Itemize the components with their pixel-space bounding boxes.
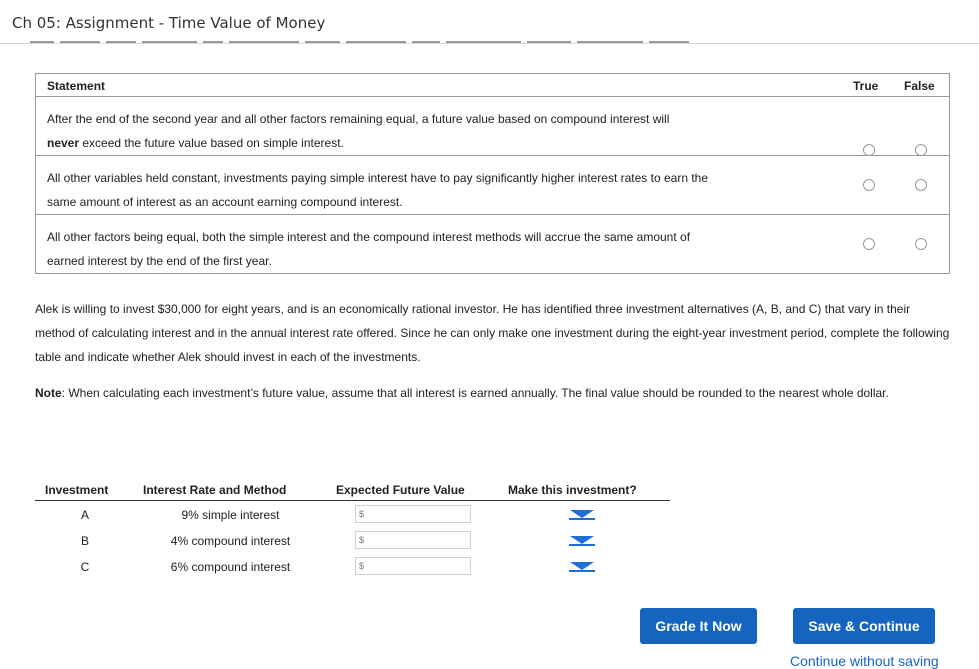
future-value-field[interactable]: [355, 505, 471, 523]
interest-rate: 9% simple interest: [181, 508, 280, 522]
tf-row-2: [36, 156, 949, 215]
future-value-input[interactable]: [368, 506, 466, 521]
statement-text: After the end of the second year and all other factors remaining equal, a future value based on compound interest will never exceed the future value based on simple interest.: [47, 112, 670, 150]
table-row: [35, 527, 670, 553]
dropdown-arrow-icon: [570, 510, 594, 518]
investment-table: [35, 478, 670, 579]
make-investment-dropdown[interactable]: [568, 533, 596, 549]
dollar-sign: $: [359, 561, 365, 571]
true-false-table: [35, 73, 950, 274]
note-paragraph: [35, 381, 950, 405]
problem-paragraph: Alek is willing to invest $30,000 for eight years, and is an economically rational investor. He has identified three investment alternatives (A, B, and C) that vary in their method of calculating interest and in the annual interest rate offered. Since he can only make one investment during the eight-year investment period, complete the following table and indicate whether Alek should invest in each of the investments.: [35, 302, 950, 364]
future-value-input[interactable]: [368, 558, 466, 573]
investment-id: A: [80, 508, 89, 522]
continue-without-saving-link[interactable]: Continue without saving: [790, 653, 939, 669]
false-radio[interactable]: [915, 144, 927, 156]
dollar-sign: $: [359, 509, 365, 519]
statement-text: All other variables held constant, investments paying simple interest have to pay significantly higher interest rates to earn the same amount of interest as an account earning compound interest.: [47, 171, 709, 209]
make-header: Make this investment?: [508, 483, 637, 497]
true-radio[interactable]: [863, 179, 875, 191]
page-title: Ch 05: Assignment - Time Value of Money: [12, 14, 326, 32]
interest-rate: 4% compound interest: [170, 534, 291, 548]
investment-header: Investment: [45, 483, 109, 497]
make-investment-dropdown[interactable]: [568, 559, 596, 575]
table-row: [35, 501, 670, 527]
future-value-input[interactable]: [368, 532, 466, 547]
tf-row-3: [36, 215, 949, 273]
title-bar: [0, 0, 979, 44]
tf-row-1: [36, 97, 949, 156]
note-text: : When calculating each investment’s future value, assume that all interest is earned annually. The final value should be rounded to the nearest whole dollar.: [61, 386, 889, 400]
future-value-field[interactable]: [355, 531, 471, 549]
false-radio[interactable]: [915, 179, 927, 191]
dropdown-arrow-icon: [570, 562, 594, 570]
dollar-sign: $: [359, 535, 365, 545]
save-continue-button[interactable]: Save & Continue: [793, 608, 935, 644]
table-row: [35, 553, 670, 579]
false-radio[interactable]: [915, 238, 927, 250]
investment-id: B: [80, 534, 89, 548]
true-radio[interactable]: [863, 238, 875, 250]
dropdown-arrow-icon: [570, 536, 594, 544]
note-label: Note: [35, 386, 62, 400]
fv-header: Expected Future Value: [336, 483, 465, 497]
interest-rate: 6% compound interest: [170, 560, 291, 574]
investment-header-row: [35, 478, 670, 501]
true-header: True: [853, 79, 879, 93]
investment-id: C: [80, 560, 90, 574]
statement-header: Statement: [47, 79, 106, 93]
rate-header: Interest Rate and Method: [143, 483, 287, 497]
tf-header-row: [36, 74, 949, 97]
false-header: False: [904, 79, 935, 93]
statement-text: All other factors being equal, both the simple interest and the compound interest methods will accrue the same amount of earned interest by the end of the first year.: [47, 230, 691, 268]
clipped-text-line: [30, 41, 700, 44]
grade-it-now-button[interactable]: Grade It Now: [640, 608, 757, 644]
make-investment-dropdown[interactable]: [568, 507, 596, 523]
future-value-field[interactable]: [355, 557, 471, 575]
true-radio[interactable]: [863, 144, 875, 156]
